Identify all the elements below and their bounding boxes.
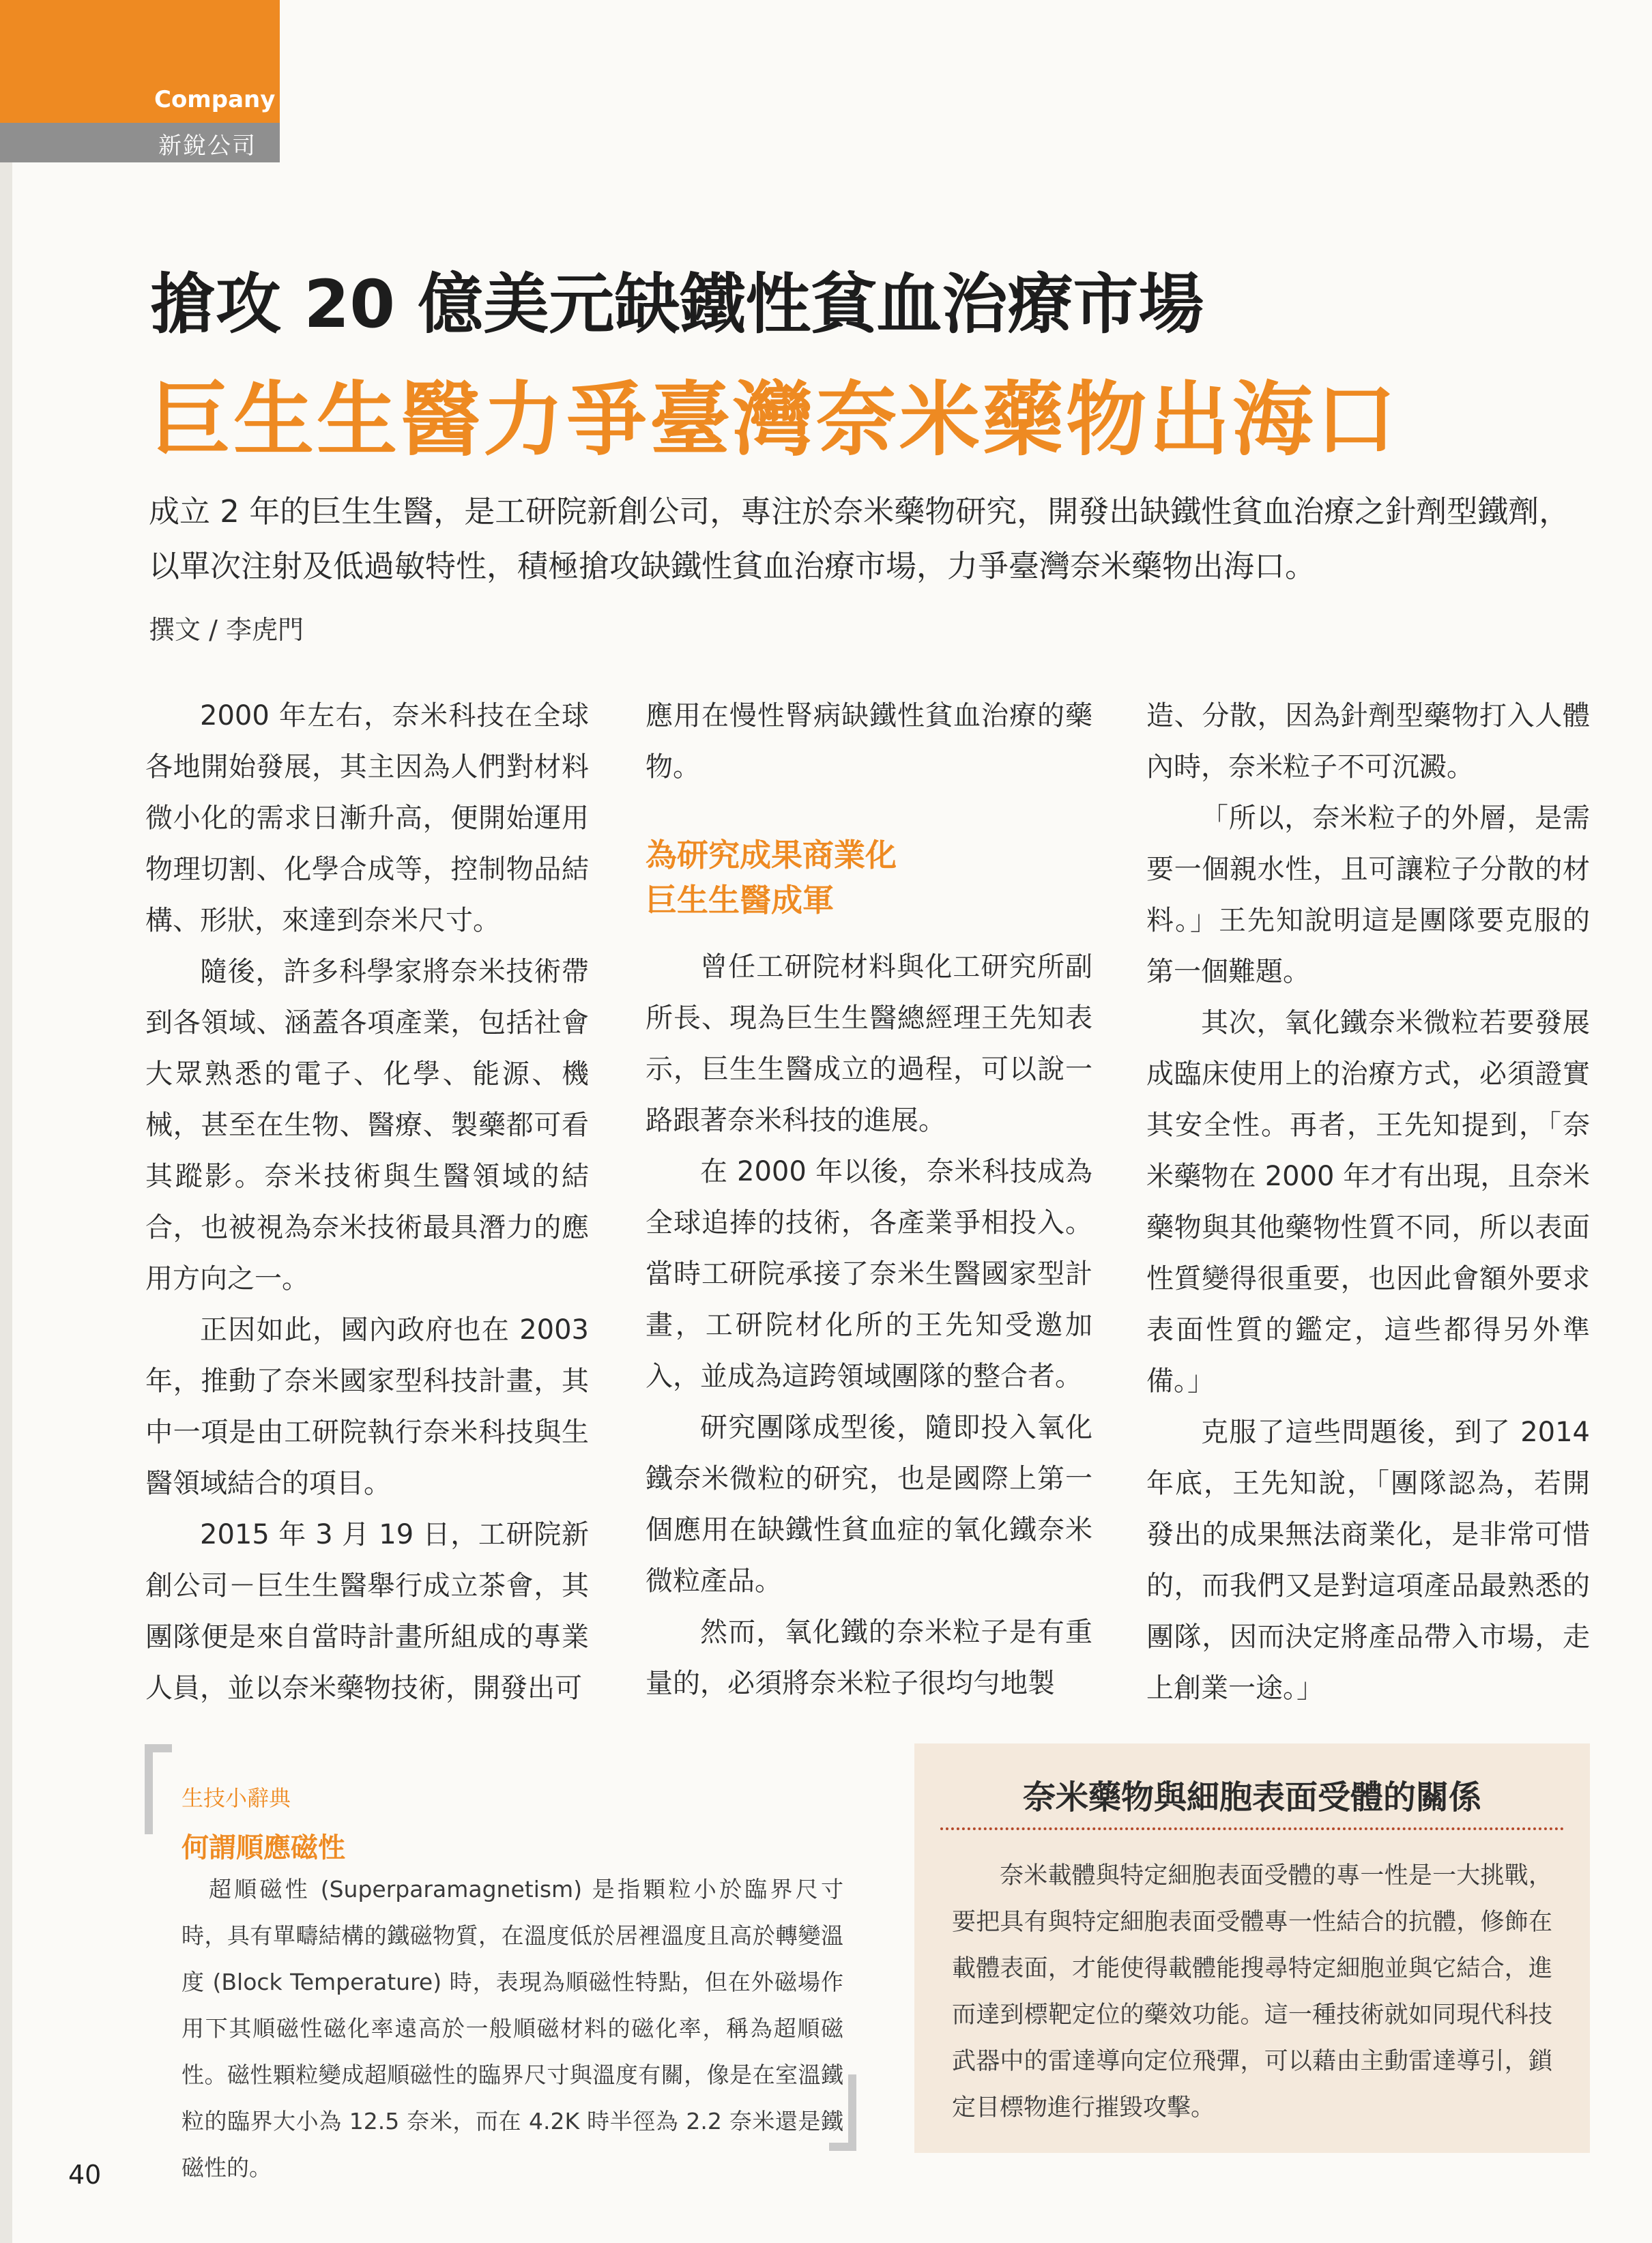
- paragraph: 曾任工研院材料與化工研究所副所長、現為巨生生醫總經理王先知表示，巨生生醫成立的過程，可以說一路跟著奈米科技的進展。: [646, 951, 1092, 1136]
- headline-line1: 搶攻 20 億美元缺鐵性貧血治療市場: [150, 266, 1204, 343]
- paragraph: 2015 年 3 月 19 日，工研院新創公司－巨生生醫舉行成立茶會，其團隊便是來自當時計畫所組成的專業人員，並以奈米藥物技術，開發出可: [145, 1519, 589, 1704]
- lede-paragraph: 成立 2 年的巨生生醫，是工研院新創公司，專注於奈米藥物研究，開發出缺鐵性貧血治療之針劑型鐵劑，以單次注射及低過敏特性，積極搶攻缺鐵性貧血治療市場，力爭臺灣奈米藥物出海口。: [149, 493, 1570, 584]
- glossary-body: 超順磁性 (Superparamagnetism) 是指顆粒小於臨界尺寸時，具有單疇結構的鐵磁物質，在溫度低於居裡溫度且高於轉變溫度 (Block Temperature) 時，表現為順磁性特點，但在外磁場作用下其順磁性磁化率遠高於一般順磁材料的磁化率，稱為超順磁性。磁性顆粒變成超順磁性的臨界尺寸與溫度有關，像是在室溫鐵粒的臨界大小為 12.5 奈米，而在 4.2K 時半徑為 2.2 奈米還是鐵磁性的。: [182, 1876, 843, 2181]
- paragraph: 隨後，許多科學家將奈米技術帶到各領域、涵蓋各項產業，包括社會大眾熟悉的電子、化學、能源、機械，甚至在生物、醫療、製藥都可看其蹤影。奈米技術與生醫領域的結合，也被視為奈米技術最具潛力的應用方向之一。: [145, 956, 589, 1294]
- article-column-2: [646, 691, 1092, 1709]
- paragraph: 造、分散，因為針劑型藥物打入人體內時，奈米粒子不可沉澱。: [1146, 700, 1590, 783]
- section-subheading: [646, 833, 1092, 923]
- paragraph: 在 2000 年以後，奈米科技成為全球追捧的技術，各產業爭相投入。當時工研院承接了奈米生醫國家型計畫，工研院材化所的王先知受邀加入，並成為這跨領域團隊的整合者。: [646, 1156, 1092, 1392]
- paragraph: 2000 年左右，奈米科技在全球各地開始發展，其主因為人們對材料微小化的需求日漸升高，便開始運用物理切割、化學合成等，控制物品結構、形狀，來達到奈米尺寸。: [145, 700, 589, 936]
- paragraph: 其次，氧化鐵奈米微粒若要發展成臨床使用上的治療方式，必須證實其安全性。再者，王先知提到，「奈米藥物在 2000 年才有出現，且奈米藥物與其他藥物性質不同，所以表面性質變得很重要，也因此會額外要求表面性質的鑑定，這些都得另外準備。」: [1146, 1007, 1590, 1397]
- glossary-label: 生技小辭典: [182, 1785, 291, 1811]
- sidebar-divider: [940, 1827, 1564, 1830]
- subheading-line2: 巨生生醫成軍: [646, 882, 834, 918]
- paragraph: 「所以，奈米粒子的外層，是需要一個親水性，且可讓粒子分散的材料。」王先知說明這是團隊要克服的第一個難題。: [1146, 802, 1590, 987]
- article-column-3: [1146, 691, 1590, 1714]
- section-label-en: Company: [154, 86, 276, 113]
- sidebar-body: 奈米載體與特定細胞表面受體的專一性是一大挑戰，要把具有與特定細胞表面受體專一性結合的抗體，修飾在載體表面，才能使得載體能搜尋特定細胞並與它結合，進而達到標靶定位的藥效功能。這一種技術就如同現代科技武器中的雷達導向定位飛彈，可以藉由主動雷達導引，鎖定目標物進行摧毀攻擊。: [952, 1862, 1552, 2122]
- section-label-zh: 新銳公司: [158, 132, 257, 160]
- headline-line2: 巨生生醫力爭臺灣奈米藥物出海口: [150, 373, 1400, 467]
- glossary-title: 何謂順應磁性: [182, 1832, 345, 1864]
- paragraph: 研究團隊成型後，隨即投入氧化鐵奈米微粒的研究，也是國際上第一個應用在缺鐵性貧血症的氧化鐵奈米微粒產品。: [646, 1412, 1092, 1597]
- paragraph: 克服了這些問題後，到了 2014 年底，王先知說，「團隊認為，若開發出的成果無法商業化，是非常可惜的，而我們又是對這項產品最熟悉的團隊，因而決定將產品帶入市場，走上創業一途。」: [1146, 1417, 1590, 1704]
- glossary-bracket-top-left: [145, 1744, 172, 1834]
- article-column-1: [145, 691, 589, 1714]
- page-number: 40: [68, 2160, 102, 2190]
- subheading-line1: 為研究成果商業化: [646, 837, 897, 873]
- byline: 撰文 / 李虎門: [149, 615, 304, 645]
- paragraph: 應用在慢性腎病缺鐵性貧血治療的藥物。: [646, 700, 1092, 783]
- paragraph: 正因如此，國內政府也在 2003 年，推動了奈米國家型科技計畫，其中一項是由工研院執行奈米科技與生醫領域結合的項目。: [145, 1314, 589, 1499]
- paragraph: 然而，氧化鐵的奈米粒子是有重量的，必須將奈米粒子很均勻地製: [646, 1617, 1092, 1699]
- page-edge: [0, 162, 12, 2243]
- sidebar-title: 奈米藥物與細胞表面受體的關係: [1022, 1778, 1481, 1817]
